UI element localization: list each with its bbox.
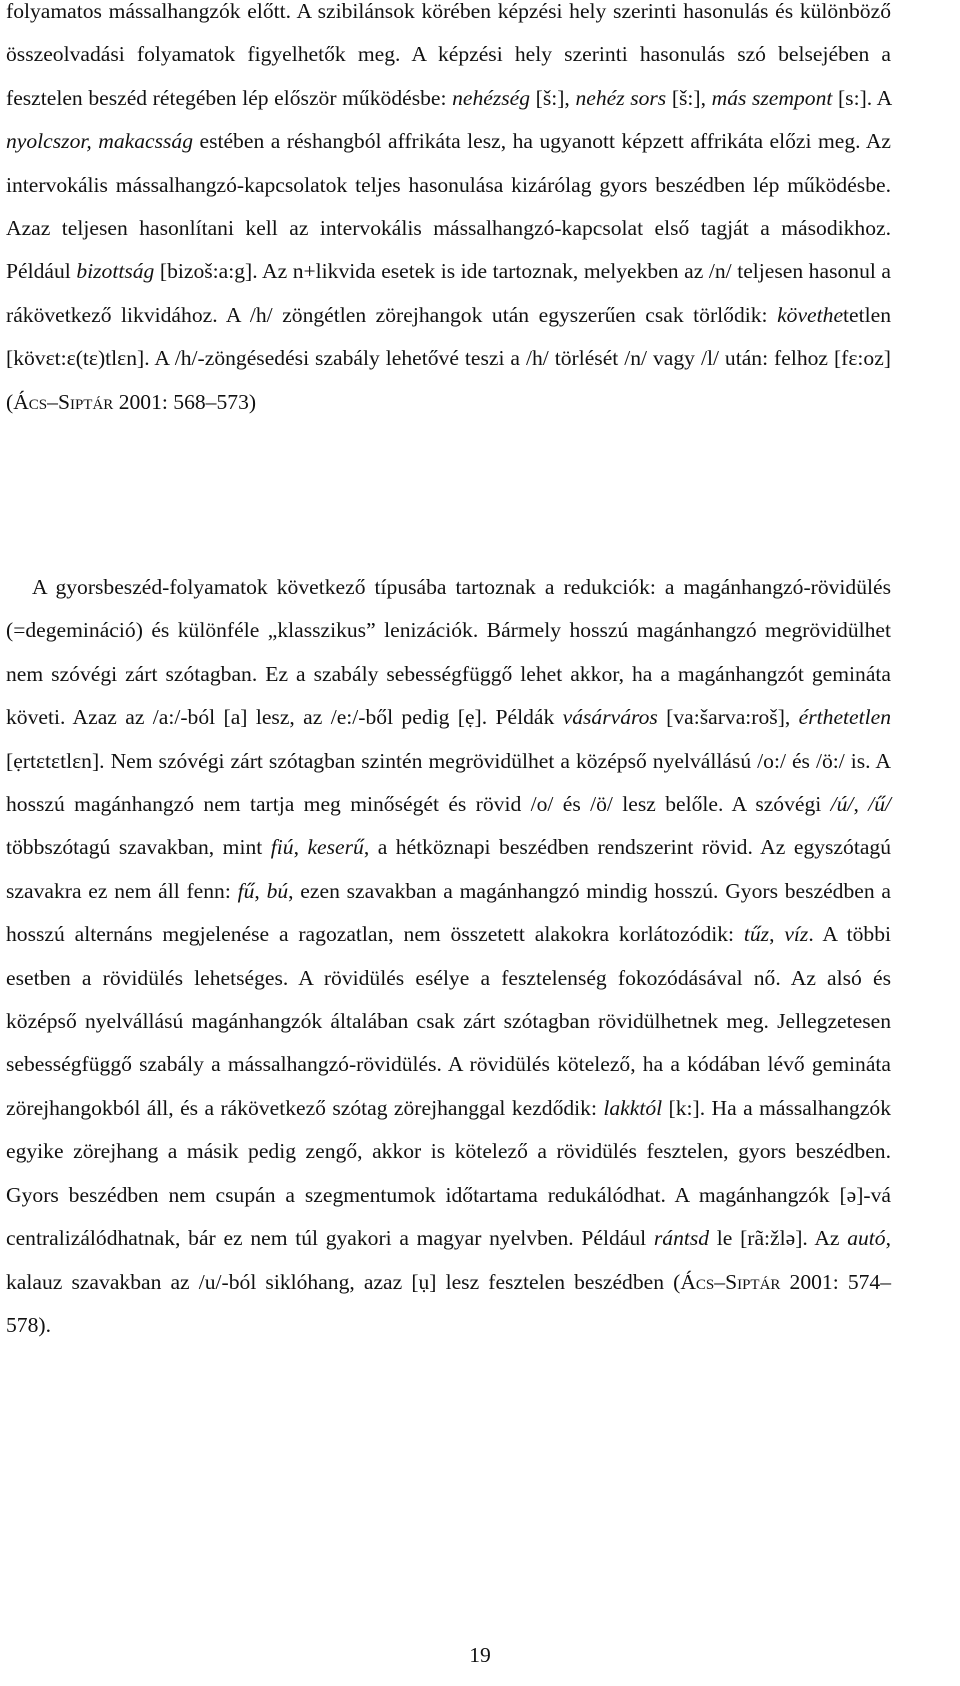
italic-term: bizottság [76,259,155,284]
text-run: [bizoš:a:g]. Az n+likvida esetek is ide tartoznak, melyekben az /n/ teljesen hasonul a rákövetkező likvidához. A /h/ zöngétlen zörejhangok után egyszerűen csak törlődik: [6,259,891,327]
italic-term: nyolcszor, makacsság [6,129,194,154]
text-run: [ẹrtɛtɛtlɛn]. Nem szóvégi zárt szótagban szintén megrövidülhet a középső nyelvállású /o:/ és /ö:/ is. A hosszú magánhangzó nem tartja meg minőségét és rövid /o/ és /ö/ lesz belőle. A szóvégi [6,748,891,817]
italic-term: bú [266,878,289,903]
text-run: , kalauz szavakban az /u/-ból siklóhang, azaz [ụ] lesz fesztelen beszédben (Á [6,1226,891,1294]
author-name-smallcaps: cs [695,1269,715,1294]
text-run: , [769,922,785,947]
italic-term: fű [237,878,255,903]
author-name-smallcaps: iptár [737,1269,781,1294]
text-run: estében a réshangból affrikáta lesz, ha ugyanott képzett affrikáta előzi meg. Az intervokális mássalhangzó-kapcsolatok teljes hasonulása kizárólag gyors beszédben lép működésbe. Azaz teljesen hasonlítani kell az intervokális mássalhangzó-kapcsolat első tagját a másodikhoz. Például [6,129,891,284]
body-paragraph [6,0,891,424]
italic-term: fiú [270,835,294,860]
body-paragraph [6,566,891,1347]
italic-term: keserű [307,835,364,860]
italic-term: követhe [777,302,844,327]
author-name-smallcaps: cs [28,389,48,414]
italic-term: víz [784,922,809,947]
italic-term: /ú/ [830,792,854,817]
italic-term: /ű/ [868,792,891,817]
text-run: többszótagú szavakban, mint [6,835,271,860]
italic-term: más szempont [711,85,833,110]
italic-term: érthetetlen [798,705,891,730]
text-run: , [853,792,869,817]
italic-term: autó [847,1226,886,1251]
text-run: [š:], [530,85,576,110]
text-run: [va:šarva:roš], [657,705,799,730]
italic-term: rántsd [653,1226,710,1251]
text-run: le [rã:žlə]. Az [709,1226,848,1251]
page-number: 19 [469,1643,491,1667]
text-run: . A többi esetben a rövidülés lehetséges. A rövidülés esélye a fesztelenség fokozódásával nő. Az alsó és középső nyelvállású magánhangzók általában csak zárt szótagban rövidülhetnek meg. Jellegzetesen sebességfüggő szabály a mássalhangzó-rövidülés. A rövidülés kötelező, ha a kódában lévő gemináta zörejhangokból áll, és a rákövetkező szótag zörejhanggal kezdődik: [6,922,892,1120]
text-run: , [254,878,267,903]
italic-term: nehézség [452,85,531,110]
text-run: A gyorsbeszéd-folyamatok következő típusába tartoznak a redukciók: a magánhangzó-rövidülés (=degemináció) és különféle „klasszikus” lenizációk. Bármely hosszú magánhangzó megrövidülhet nem szóvégi zárt szótagban. Ez a szabály sebességfüggő lehet akkor, ha a magánhangzót gemináta követi. Azaz az /a:/-ból [a] lesz, az /e:/-ből pedig [ẹ]. Példák [6,575,891,730]
text-run: , [293,835,308,860]
italic-term: tűz [743,922,770,947]
text-run: folyamatos mássalhangzók előtt. A szibilánsok körében képzési hely szerinti hasonulás és különböző összeolvadási folyamatok figyelhetők meg. A képzési hely szerinti hasonulás szó belsejében a fesztelen beszéd rétegében lép először működésbe: [6,0,891,110]
text-run: –S [714,1269,738,1294]
text-run: 2001: 574–578). [6,1269,892,1337]
text-run: [š:], [666,85,712,110]
text-run: , a hétköznapi beszédben rendszerint rövid. Az egyszótagú szavakra ez nem áll fenn: [6,835,891,903]
text-run: [k:]. Ha a mássalhangzók egyike zörejhang a másik pedig zengő, akkor is kötelező a rövidülés fesztelen, gyors beszédben. Gyors beszédben nem csupán a szegmentumok időtartama redukálódhat. A magánhangzók [ə]-vá centralizálódhatnak, bár ez nem túl gyakori a magyar nyelvben. Például [6,1095,892,1251]
italic-term: lakktól [603,1095,663,1120]
text-run: –S [47,389,70,414]
italic-term: vásárváros [562,705,658,730]
text-run: tetlen [kövɛt:ɛ(tɛ)tlɛn]. A /h/-zöngésedési szabály lehetővé teszi a /h/ törlését /n/ vagy /l/ után: felhoz [fɛ:oz] (Á [6,302,891,414]
text-run: 2001: 568–573) [113,389,257,414]
author-name-smallcaps: iptár [69,389,114,414]
text-run: [s:]. A [832,85,891,110]
text-run: , ezen szavakban a magánhangzó mindig hosszú. Gyors beszédben a hosszú alternáns megjelenése a ragozatlan, nem összetett alakokra korlátozódik: [6,878,891,947]
italic-term: nehéz sors [575,85,667,110]
